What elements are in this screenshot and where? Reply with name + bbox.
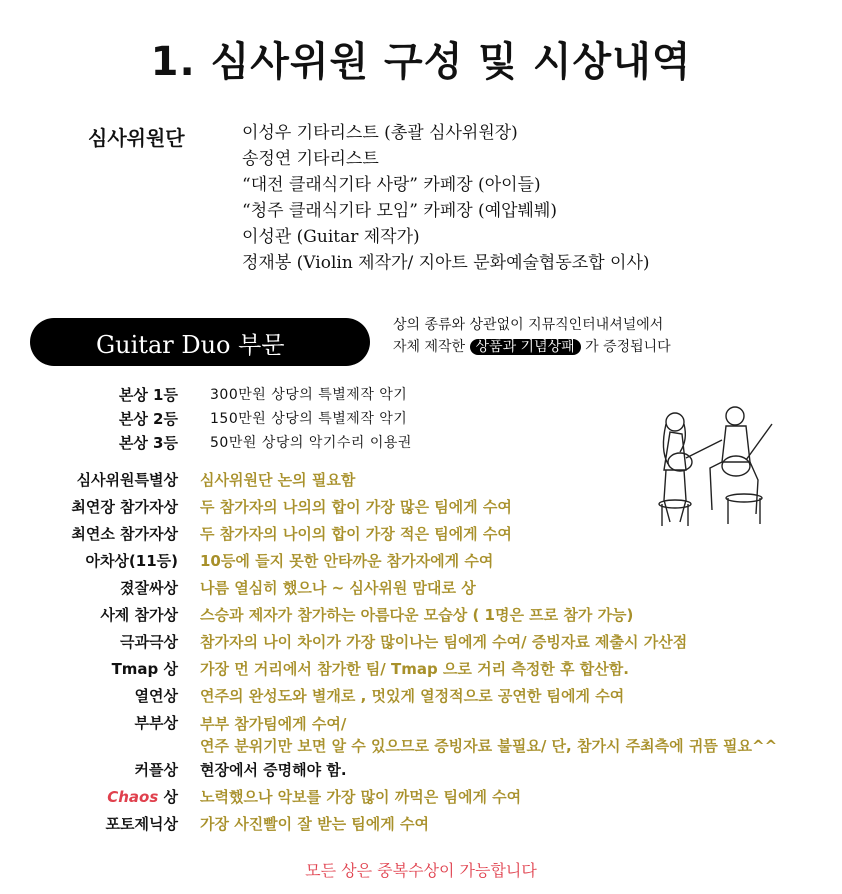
judge-item: 정재봉 (Violin 제작가/ 지아트 문화예술협동조합 이사) <box>242 253 650 273</box>
award-row <box>30 602 777 629</box>
note-line-1: 상의 종류와 상관없이 지뮤직인터내셔널에서 <box>393 317 664 333</box>
special-awards <box>30 467 777 838</box>
note-pre: 자체 제작한 <box>393 339 466 355</box>
award-label: 열연상 <box>134 687 178 705</box>
prize-value: 300만원 상당의 특별제작 악기 <box>210 387 408 403</box>
award-value: 심사위원단 논의 필요함 <box>200 471 356 489</box>
prize-row <box>60 382 412 406</box>
prize-note <box>393 314 671 358</box>
award-value: 두 참가자의 나이의 합이 가장 적은 팀에게 수여 <box>200 525 512 543</box>
footer-note: 모든 상은 중복수상이 가능합니다 <box>305 861 537 880</box>
award-label: 졌잘싸상 <box>120 579 178 597</box>
prize-label: 본상 2등 <box>118 409 178 428</box>
award-row <box>30 710 777 757</box>
award-row <box>30 629 777 656</box>
award-row <box>30 548 777 575</box>
award-value: 나름 열심히 했으나 ~ 심사위원 맘대로 상 <box>200 579 476 597</box>
section-banner: Guitar Duo 부문 <box>30 318 370 366</box>
award-row <box>30 683 777 710</box>
judge-item: “청주 클래식기타 모임” 카페장 (예압붸붸) <box>242 201 558 221</box>
award-label: 포토제닉상 <box>105 815 178 833</box>
judge-item: 송정연 기타리스트 <box>242 149 379 169</box>
prize-label: 본상 1등 <box>118 385 178 404</box>
chaos-label: Chaos <box>107 788 159 806</box>
award-value: 스승과 제자가 참가하는 아름다운 모습상 ( 1명은 프로 참가 가능) <box>200 606 634 624</box>
award-value: 노력했으나 악보를 가장 많이 까먹은 팀에게 수여 <box>200 788 522 806</box>
judge-item: 이성관 (Guitar 제작가) <box>242 227 420 247</box>
award-row <box>30 575 777 602</box>
note-post: 가 증정됩니다 <box>585 339 671 355</box>
award-row <box>30 784 777 811</box>
prize-row <box>60 430 412 454</box>
award-label: 커플상 <box>134 761 178 779</box>
award-value: 가장 사진빨이 잘 받는 팀에게 수여 <box>200 815 429 833</box>
award-label: 심사위원특별상 <box>76 471 178 489</box>
award-label: 최연장 참가자상 <box>71 498 178 516</box>
note-line-2 <box>393 336 671 358</box>
award-value: 참가자의 나이 차이가 가장 많이나는 팀에게 수여/ 증빙자료 제출시 가산점 <box>200 633 688 651</box>
award-value: 가장 먼 거리에서 참가한 팀/ Tmap 으로 거리 측정한 후 합산함. <box>200 660 629 678</box>
award-value: 연주의 완성도와 별개로 , 멋있게 열정적으로 공연한 팀에게 수여 <box>200 687 625 705</box>
award-value-line-1: 부부 참가팀에게 수여/ <box>200 715 347 733</box>
award-label <box>30 784 178 811</box>
award-label: Tmap 상 <box>111 660 178 678</box>
award-row <box>30 656 777 683</box>
prize-row <box>60 406 412 430</box>
judge-item: 이성우 기타리스트 (총괄 심사위원장) <box>242 123 518 143</box>
award-label: 부부상 <box>134 714 178 732</box>
judges-list <box>242 120 650 276</box>
judges-label: 심사위원단 <box>88 126 185 150</box>
judge-item: “대전 클래식기타 사랑” 카페장 (아이들) <box>242 175 541 195</box>
award-label: 극과극상 <box>120 633 178 651</box>
award-value: 10등에 들지 못한 안타까운 참가자에게 수여 <box>200 552 494 570</box>
note-highlight: 상품과 기념상패 <box>470 339 581 355</box>
prize-value: 150만원 상당의 특별제작 악기 <box>210 411 408 427</box>
award-label-suffix: 상 <box>163 788 178 806</box>
award-label: 최연소 참가자상 <box>71 525 178 543</box>
prize-label: 본상 3등 <box>118 433 178 452</box>
award-row <box>30 467 777 494</box>
award-row <box>30 757 777 784</box>
award-row <box>30 521 777 548</box>
award-label: 아차상(11등) <box>85 552 178 570</box>
page-title: 1. 심사위원 구성 및 시상내역 <box>150 39 692 85</box>
main-prizes <box>60 382 412 454</box>
award-value-line-2: 연주 분위기만 보면 알 수 있으므로 증빙자료 불필요/ 단, 참가시 주최측에 귀뜸 필요^^ <box>200 737 778 755</box>
award-value <box>200 710 777 757</box>
prize-value: 50만원 상당의 악기수리 이용권 <box>210 435 412 451</box>
award-row <box>30 494 777 521</box>
award-label: 사제 참가상 <box>100 606 178 624</box>
award-value: 두 참가자의 나의의 합이 가장 많은 팀에게 수여 <box>200 498 512 516</box>
award-value: 현장에서 증명해야 함. <box>200 761 347 779</box>
award-row <box>30 811 777 838</box>
